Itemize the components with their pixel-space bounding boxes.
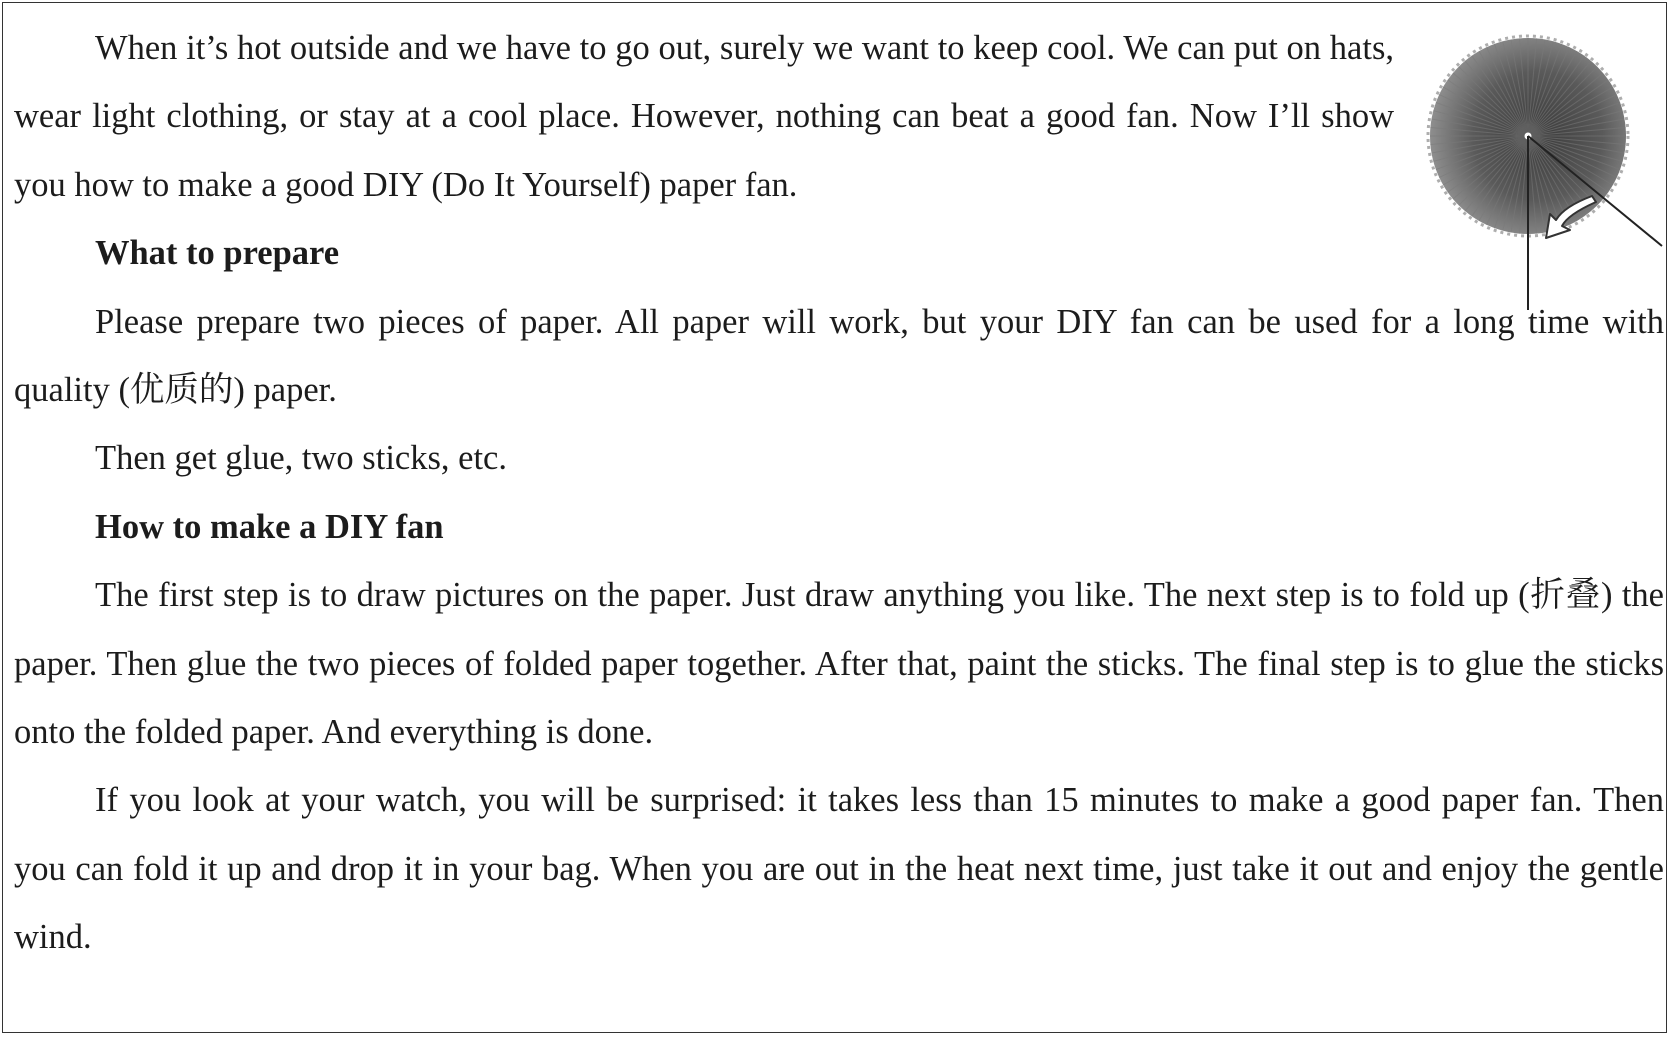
intro-paragraph: When it’s hot outside and we have to go out, surely we want to keep cool. We can put on hats, wear light clothing, or stay at a cool place. However, nothing can beat a good fan. Now I’ll show you how to make a good DIY (Do It Yourself) paper fan. [14, 29, 1394, 204]
paragraph-prepare-tools: Then get glue, two sticks, etc. [95, 439, 507, 478]
paragraph-make-time: If you look at your watch, you will be surprised: it takes less than 15 minutes to make a good paper fan. Then you can fold it up and drop it in your bag. When you are out in the heat next time, just take it out and enjoy the gentle wind. [14, 781, 1664, 957]
paragraph-prepare-paper: Please prepare two pieces of paper. All paper will work, but your DIY fan can be used for a long time with quality (优质的) paper. [14, 302, 1664, 410]
section-heading-make: How to make a DIY fan [95, 507, 444, 546]
article-body [14, 14, 1664, 972]
section-heading-prepare: What to prepare [95, 234, 340, 273]
paragraph-make-steps: The first step is to draw pictures on the paper. Just draw anything you like. The next step is to fold up (折叠) the paper. Then glue the two pieces of folded paper together. After that, paint the sticks. The final step is to glue the sticks onto the folded paper. And everything is done. [14, 576, 1664, 752]
